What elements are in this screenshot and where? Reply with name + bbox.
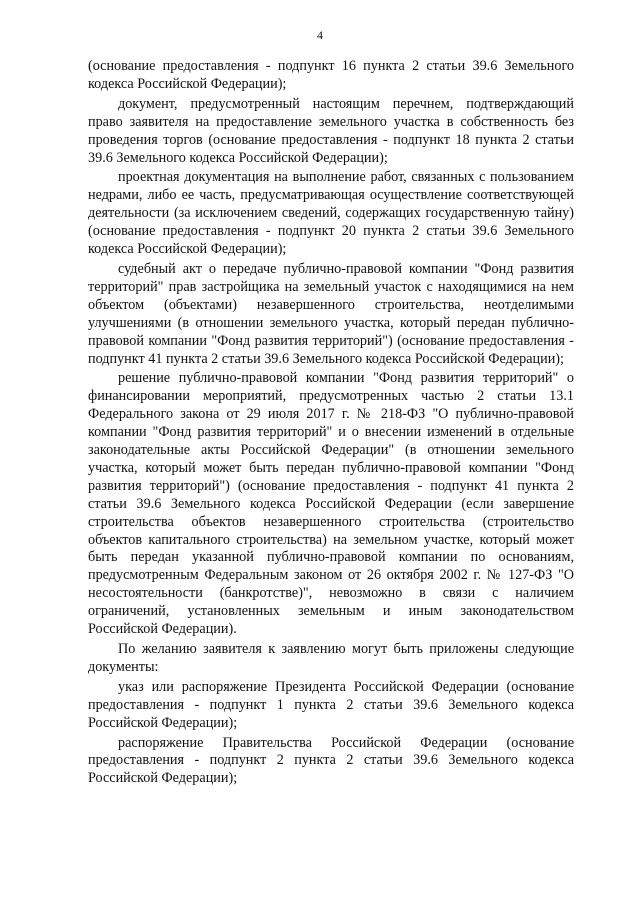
document-body: [88, 58, 574, 790]
paragraph: указ или распоряжение Президента Российской Федерации (основание предоставления - подпункт 1 пункта 2 статьи 39.6 Земельного кодекса Российской Федерации);: [88, 678, 574, 731]
paragraph: По желанию заявителя к заявлению могут быть приложены следующие документы:: [88, 641, 574, 675]
page-number: 4: [317, 28, 323, 42]
paragraph: судебный акт о передаче публично-правовой компании "Фонд развития территорий" прав застройщика на земельный участок с находящимися на нем объектом (объектами) незавершенного строительства, неотделимыми улучшениями (в отношении земельного участка, который передан публично-правовой компании "Фонд развития территорий") (основание предоставления - подпункт 41 пункта 2 статьи 39.6 Земельного кодекса Российской Федерации);: [88, 260, 574, 367]
paragraph: решение публично-правовой компании "Фонд развития территорий" о финансировании мероприятий, предусмотренных частью 2 статьи 13.1 Федерального закона от 29 июля 2017 г. № 218-ФЗ "О публично-правовой компании "Фонд развития территорий" и о внесении изменений в отдельные законодательные акты Российской Федерации" (в отношении земельного участка, который может быть передан публично-правовой компании "Фонд развития территорий") (основание предоставления - подпункт 41 пункта 2 статьи 39.6 Земельного кодекса Российской Федерации (если завершение строительства объектов незавершенного строительства (строительство объектов капитального строительства) на земельном участке, который может быть передан указанной публично-правовой компании по основаниям, предусмотренным Федеральным законом от 26 октября 2002 г. № 127-ФЗ "О несостоятельности (банкротстве)", невозможно в связи с наличием ограничений, установленных земельным и иным законодательством Российской Федерации).: [88, 370, 574, 638]
paragraph: распоряжение Правительства Российской Федерации (основание предоставления - подпункт 2 пункта 2 статьи 39.6 Земельного кодекса Российской Федерации);: [88, 734, 574, 787]
paragraph: проектная документация на выполнение работ, связанных с пользованием недрами, либо ее часть, предусматривающая осуществление соответствующей деятельности (за исключением сведений, содержащих государственную тайну) (основание предоставления - подпункт 20 пункта 2 статьи 39.6 Земельного кодекса Российской Федерации);: [88, 169, 574, 258]
paragraph: (основание предоставления - подпункт 16 пункта 2 статьи 39.6 Земельного кодекса Российской Федерации);: [88, 58, 574, 92]
paragraph: документ, предусмотренный настоящим перечнем, подтверждающий право заявителя на предоставление земельного участка в собственность без проведения торгов (основание предоставления - подпункт 18 пункта 2 статьи 39.6 Земельного кодекса Российской Федерации);: [88, 95, 574, 166]
